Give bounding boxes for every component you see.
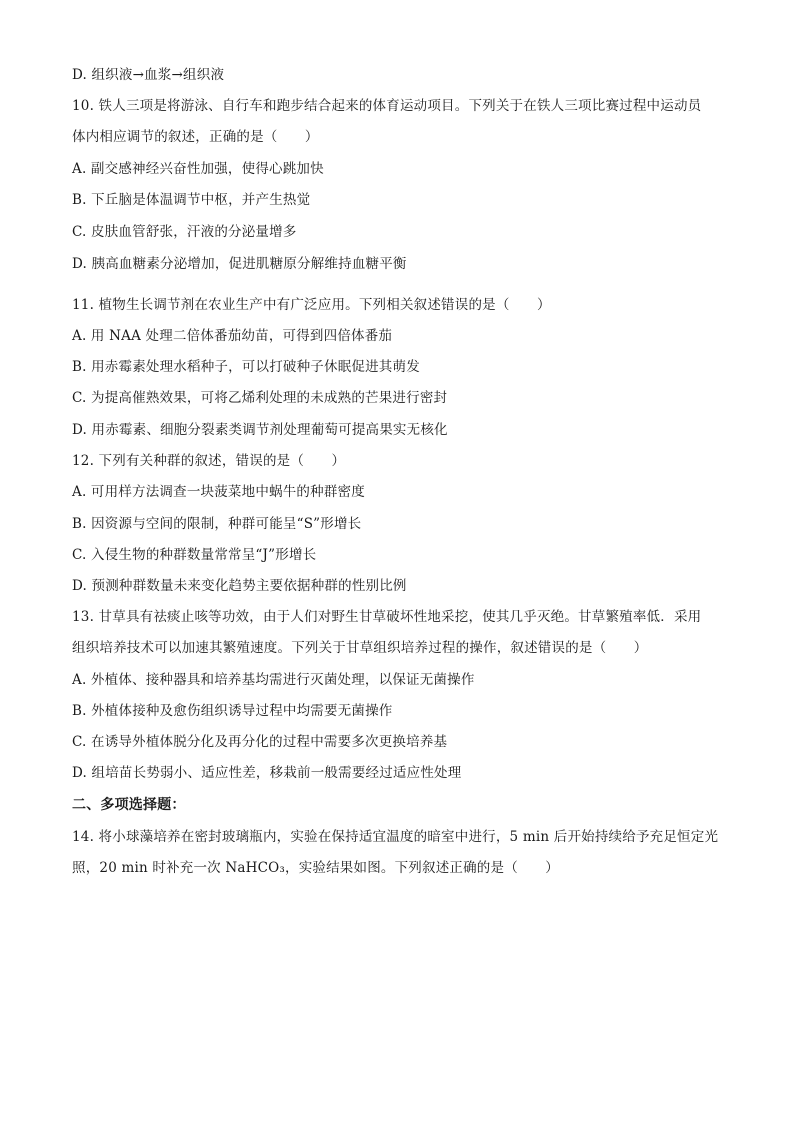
q10-stem-line2: 体内相应调节的叙述，正确的是（ ） (72, 129, 319, 145)
q12-option-a: A. 可用样方法调查一块菠菜地中蜗牛的种群密度 (72, 484, 365, 500)
q11-option-a: A. 用 NAA 处理二倍体番茄幼苗，可得到四倍体番茄 (72, 328, 393, 344)
q13-option-c: C. 在诱导外植体脱分化及再分化的过程中需要多次更换培养基 (72, 734, 448, 750)
q13-option-a: A. 外植体、接种器具和培养基均需进行灭菌处理，以保证无菌操作 (72, 672, 475, 688)
q12-option-b: B. 因资源与空间的限制，种群可能呈“S”形增长 (72, 516, 362, 532)
q11-option-b: B. 用赤霉素处理水稻种子，可以打破种子休眠促进其萌发 (72, 359, 420, 375)
q11-stem: 11. 植物生长调节剂在农业生产中有广泛应用。下列相关叙述错误的是（ ） (72, 297, 551, 313)
q10-option-d: D. 胰高血糖素分泌增加，促进肌糖原分解维持血糖平衡 (72, 256, 407, 272)
q10-option-b: B. 下丘脑是体温调节中枢，并产生热觉 (72, 192, 311, 208)
q10-option-a: A. 副交感神经兴奋性加强，使得心跳加快 (72, 161, 324, 177)
q12-stem: 12. 下列有关种群的叙述，错误的是（ ） (72, 453, 346, 469)
q10-stem-line1: 10. 铁人三项是将游泳、自行车和跑步结合起来的体育运动项目。下列关于在铁人三项比赛过程中运动员 (72, 98, 702, 114)
q11-option-d: D. 用赤霉素、细胞分裂素类调节剂处理葡萄可提高果实无核化 (72, 422, 448, 438)
q12-option-c: C. 入侵生物的种群数量常常呈“J”形增长 (72, 547, 317, 563)
section-title-multiple-choice: 二、多项选择题： (72, 797, 186, 813)
q11-option-c: C. 为提高催熟效果，可将乙烯利处理的未成熟的芒果进行密封 (72, 390, 448, 406)
q13-stem-line2: 组织培养技术可以加速其繁殖速度。下列关于甘草组织培养过程的操作，叙述错误的是（ ） (72, 640, 648, 656)
q14-stem-line1: 14. 将小球藻培养在密封玻璃瓶内，实验在保持适宜温度的暗室中进行，5 min 后开始持续给予充足恒定光 (72, 829, 719, 845)
q13-option-d: D. 组培苗长势弱小、适应性差，移栽前一般需要经过适应性处理 (72, 765, 462, 781)
q9-option-d: D. 组织液→血浆→组织液 (72, 67, 225, 83)
q13-option-b: B. 外植体接种及愈伤组织诱导过程中均需要无菌操作 (72, 703, 393, 719)
q12-option-d: D. 预测种群数量未来变化趋势主要依据种群的性别比例 (72, 578, 407, 594)
q14-stem-line2: 照，20 min 时补充一次 NaHCO₃，实验结果如图。下列叙述正确的是（ ） (72, 860, 560, 876)
q13-stem-line1: 13. 甘草具有祛痰止咳等功效，由于人们对野生甘草破坏性地采挖，使其几乎灭绝。甘草繁殖率低．采用 (72, 609, 702, 625)
q10-option-c: C. 皮肤血管舒张，汗液的分泌量增多 (72, 224, 297, 240)
